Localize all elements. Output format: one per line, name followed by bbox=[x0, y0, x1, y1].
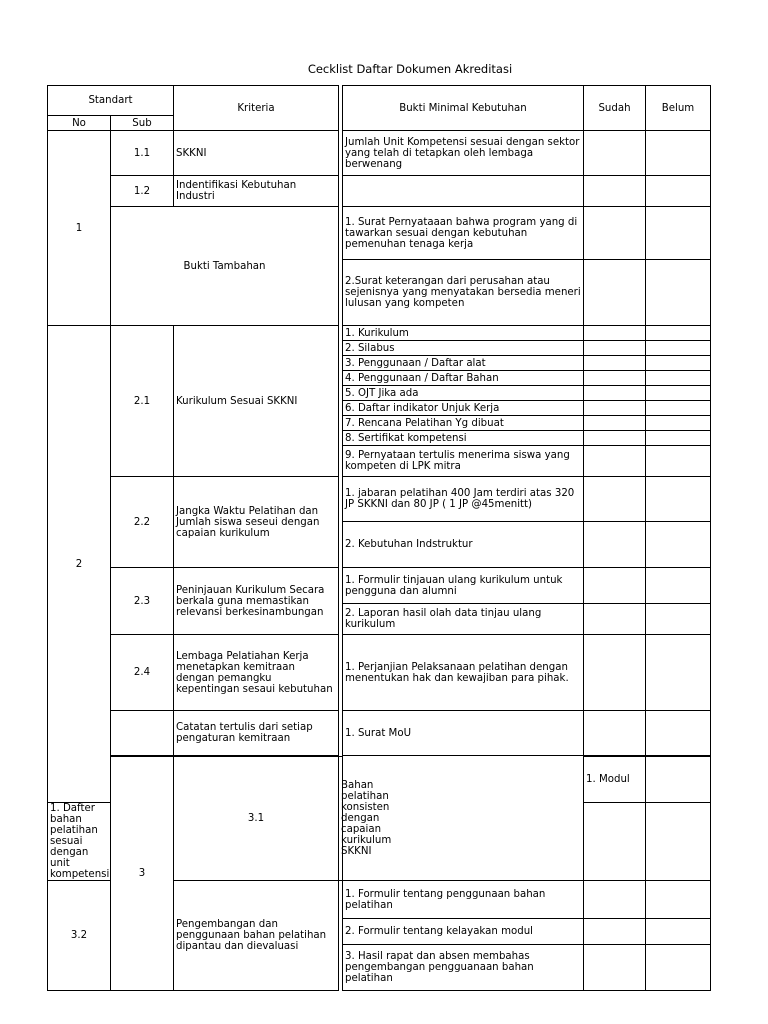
sudah-cell[interactable] bbox=[584, 604, 646, 635]
standard-no: 2 bbox=[48, 326, 111, 803]
sub-no: 3.1 bbox=[174, 757, 339, 881]
belum-cell[interactable] bbox=[646, 341, 711, 356]
bukti-cell: 1. Formulir tentang penggunaan bahan pelatihan bbox=[343, 881, 584, 919]
sudah-cell[interactable] bbox=[584, 635, 646, 711]
bukti-cell: 1. jabaran pelatihan 400 Jam terdiri atas 320 JP SKKNI dan 80 JP ( 1 JP @45menitt) bbox=[343, 477, 584, 522]
sudah-cell[interactable] bbox=[584, 919, 646, 945]
bukti-cell: 2.Surat keterangan dari perusahan atau sejenisnya yang menyatakan bersedia meneri lulusan yang kompeten bbox=[343, 260, 584, 326]
bukti-cell: 2. Kebutuhan Indstruktur bbox=[343, 522, 584, 568]
kriteria-cell: Bahan pelatihan konsisten dengan capaian kurikulum SKKNI bbox=[339, 757, 343, 881]
table-row bbox=[48, 131, 711, 176]
sudah-cell[interactable] bbox=[584, 881, 646, 919]
table-row bbox=[48, 326, 711, 341]
sudah-cell[interactable] bbox=[646, 757, 711, 803]
table-row bbox=[48, 711, 711, 756]
bukti-cell: 5. OJT Jika ada bbox=[343, 386, 584, 401]
sub-no: 1.2 bbox=[111, 176, 174, 207]
belum-cell[interactable] bbox=[646, 371, 711, 386]
table-row bbox=[48, 635, 711, 711]
kriteria-cell: Peninjauan Kurikulum Secara berkala guna memastikan relevansi berkesinambungan bbox=[174, 568, 339, 635]
sudah-cell[interactable] bbox=[584, 522, 646, 568]
bukti-cell: Jumlah Unit Kompetensi sesuai dengan sektor yang telah di tetapkan oleh lembaga berwenang bbox=[343, 131, 584, 176]
belum-cell[interactable] bbox=[646, 477, 711, 522]
sudah-cell[interactable] bbox=[584, 431, 646, 446]
sudah-cell[interactable] bbox=[584, 326, 646, 341]
belum-cell[interactable] bbox=[646, 431, 711, 446]
table-row bbox=[48, 757, 711, 803]
belum-cell[interactable] bbox=[646, 881, 711, 919]
bukti-cell: 1. Surat MoU bbox=[343, 711, 584, 756]
table-row bbox=[48, 207, 711, 260]
sudah-cell[interactable] bbox=[584, 416, 646, 431]
sub-no: 3.2 bbox=[48, 881, 111, 991]
header-standart: Standart bbox=[48, 86, 174, 116]
header-bukti: Bukti Minimal Kebutuhan bbox=[343, 86, 584, 131]
belum-cell[interactable] bbox=[646, 803, 711, 881]
sudah-cell[interactable] bbox=[584, 401, 646, 416]
sudah-cell[interactable] bbox=[584, 260, 646, 326]
belum-cell[interactable] bbox=[646, 356, 711, 371]
kriteria-cell: Indentifikasi Kebutuhan Industri bbox=[174, 176, 339, 207]
bukti-cell: 1. Perjanjian Pelaksanaan pelatihan dengan menentukan hak dan kewajiban para pihak. bbox=[343, 635, 584, 711]
kriteria-cell: Catatan tertulis dari setiap pengaturan kemitraan bbox=[174, 711, 339, 756]
standard-no: 3 bbox=[111, 757, 174, 991]
bukti-tambahan-label: Bukti Tambahan bbox=[111, 207, 339, 326]
sudah-cell[interactable] bbox=[584, 446, 646, 477]
belum-cell[interactable] bbox=[646, 401, 711, 416]
belum-cell[interactable] bbox=[646, 176, 711, 207]
belum-cell[interactable] bbox=[646, 919, 711, 945]
bukti-cell: 7. Rencana Pelatihan Yg dibuat bbox=[343, 416, 584, 431]
bukti-cell: 4. Penggunaan / Daftar Bahan bbox=[343, 371, 584, 386]
header-sub: Sub bbox=[111, 116, 174, 131]
kriteria-cell: Jangka Waktu Pelatihan dan Jumlah siswa seseui dengan capaian kurikulum bbox=[174, 477, 339, 568]
sub-no: 2.3 bbox=[111, 568, 174, 635]
belum-cell[interactable] bbox=[646, 326, 711, 341]
sudah-cell[interactable] bbox=[584, 131, 646, 176]
belum-cell[interactable] bbox=[646, 386, 711, 401]
belum-cell[interactable] bbox=[646, 945, 711, 991]
belum-cell[interactable] bbox=[646, 522, 711, 568]
bukti-cell: 1. Formulir tinjauan ulang kurikulum untuk pengguna dan alumni bbox=[343, 568, 584, 604]
belum-cell[interactable] bbox=[646, 635, 711, 711]
kriteria-cell: Kurikulum Sesuai SKKNI bbox=[174, 326, 339, 477]
bukti-cell: 2. Laporan hasil olah data tinjau ulang kurikulum bbox=[343, 604, 584, 635]
bukti-cell: 1. Dafter bahan pelatihan sesuai dengan unit kompetensi bbox=[48, 803, 111, 881]
belum-cell[interactable] bbox=[646, 568, 711, 604]
bukti-cell: 1. Kurikulum bbox=[343, 326, 584, 341]
checklist-table bbox=[47, 85, 711, 991]
sudah-cell[interactable] bbox=[584, 356, 646, 371]
bukti-cell: 3. Penggunaan / Daftar alat bbox=[343, 356, 584, 371]
belum-cell[interactable] bbox=[646, 207, 711, 260]
kriteria-cell: SKKNI bbox=[174, 131, 339, 176]
belum-cell[interactable] bbox=[646, 604, 711, 635]
belum-cell[interactable] bbox=[646, 711, 711, 756]
sudah-cell[interactable] bbox=[584, 341, 646, 356]
sub-no bbox=[111, 711, 174, 756]
sudah-cell[interactable] bbox=[584, 568, 646, 604]
bukti-cell bbox=[343, 176, 584, 207]
header-belum: Belum bbox=[646, 86, 711, 131]
sudah-cell[interactable] bbox=[584, 803, 646, 881]
sub-no: 1.1 bbox=[111, 131, 174, 176]
bukti-cell: 8. Sertifikat kompetensi bbox=[343, 431, 584, 446]
bukti-cell: 1. Surat Pernyataaan bahwa program yang di tawarkan sesuai dengan kebutuhan pemenuhan tenaga kerja bbox=[343, 207, 584, 260]
sudah-cell[interactable] bbox=[584, 477, 646, 522]
belum-cell[interactable] bbox=[646, 416, 711, 431]
bukti-cell: 2. Silabus bbox=[343, 341, 584, 356]
header-kriteria: Kriteria bbox=[174, 86, 339, 131]
belum-cell[interactable] bbox=[646, 260, 711, 326]
bukti-cell: 6. Daftar indikator Unjuk Kerja bbox=[343, 401, 584, 416]
sudah-cell[interactable] bbox=[584, 711, 646, 756]
sudah-cell[interactable] bbox=[584, 176, 646, 207]
kriteria-cell: Pengembangan dan penggunaan bahan pelatihan dipantau dan dievaluasi bbox=[174, 881, 339, 991]
kriteria-cell: Lembaga Pelatiahan Kerja menetapkan kemitraan dengan pemangku kepentingan sesaui kebutuhan bbox=[174, 635, 339, 711]
table-row bbox=[48, 477, 711, 522]
bukti-cell: 9. Pernyataan tertulis menerima siswa yang kompeten di LPK mitra bbox=[343, 446, 584, 477]
standard-no: 1 bbox=[48, 131, 111, 326]
sudah-cell[interactable] bbox=[584, 207, 646, 260]
sub-no: 2.4 bbox=[111, 635, 174, 711]
sub-no: 2.1 bbox=[111, 326, 174, 477]
header-sudah: Sudah bbox=[584, 86, 646, 131]
bukti-cell: 1. Modul bbox=[584, 757, 646, 803]
header-no: No bbox=[48, 116, 111, 131]
table-row bbox=[48, 568, 711, 604]
table-row bbox=[48, 176, 711, 207]
sudah-cell[interactable] bbox=[584, 386, 646, 401]
bukti-cell: 3. Hasil rapat dan absen membahas pengembangan pengguanaan bahan pelatihan bbox=[343, 945, 584, 991]
belum-cell[interactable] bbox=[646, 446, 711, 477]
document-title: Cecklist Daftar Dokumen Akreditasi bbox=[307, 62, 513, 76]
header-row bbox=[48, 86, 711, 116]
sudah-cell[interactable] bbox=[584, 945, 646, 991]
sub-no: 2.2 bbox=[111, 477, 174, 568]
bukti-cell: 2. Formulir tentang kelayakan modul bbox=[343, 919, 584, 945]
belum-cell[interactable] bbox=[646, 131, 711, 176]
sudah-cell[interactable] bbox=[584, 371, 646, 386]
